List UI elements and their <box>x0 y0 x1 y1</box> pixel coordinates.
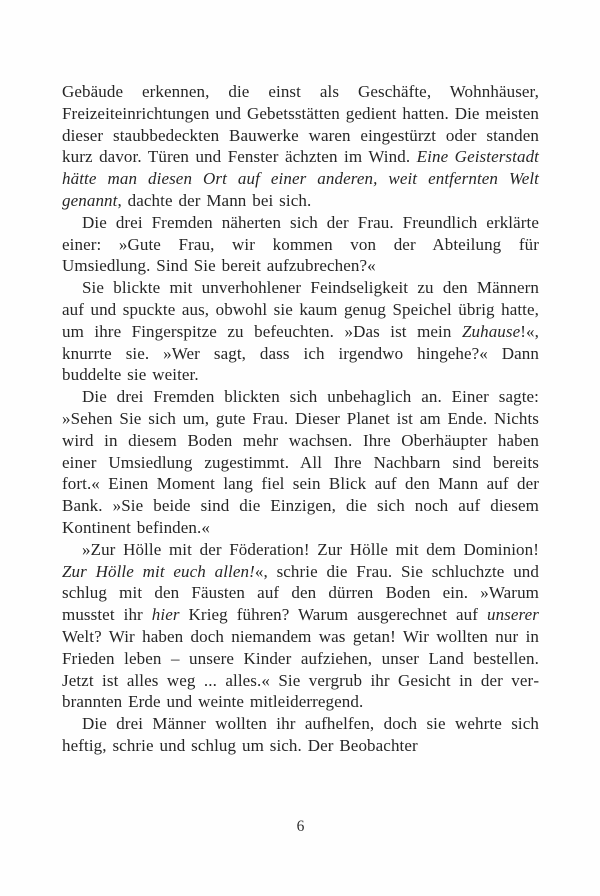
italic-run: Zuhause <box>461 321 521 341</box>
paragraph <box>62 212 539 277</box>
page-text <box>62 81 539 757</box>
italic-run: hier <box>151 605 180 625</box>
paragraph <box>62 277 539 386</box>
text-run: , dachte der Mann bei sich. <box>117 190 312 210</box>
text-run: Welt? Wir haben doch niemandem was getan! Wir wollten nur in Frieden leben – unsere Kinder aufziehen, unser Land bestellen. Jetzt ist alles weg ... alles.« Sie vergrub ihr Gesicht in der verbrannten Erde und weinte mitleiderregend. <box>62 626 539 712</box>
text-run: Die drei Fremden blickten sich unbehaglich an. Einer sagte: »Sehen Sie sich um, gute Frau. Dieser Planet ist am Ende. Nichts wird in diesem Boden mehr wachsen. Ihre Oberhäupter haben einer Umsiedlung zugestimmt. All Ihre Nachbarn sind bereits fort.« Einen Moment lang fiel sein Blick auf den Mann auf der Bank. »Sie beide sind die Einzigen, die sich noch auf diesem Kontinent befinden.« <box>62 387 539 537</box>
text-run: Die drei Männer wollten ihr aufhelfen, doch sie wehrte sich heftig, schrie und schlug um sich. Der Beobachter <box>62 714 539 755</box>
page-number: 6 <box>296 818 305 835</box>
paragraph <box>62 386 539 539</box>
text-run: Krieg führen? Warum ausgerechnet auf <box>179 605 487 625</box>
paragraph <box>62 81 539 212</box>
italic-run: Eine Geisterstadt hätte man diesen Ort auf einer anderen, weit entfernten Welt genannt <box>62 147 539 210</box>
text-run: «, schrie die Frau. Sie schluchzte und schlug mit den Fäusten auf den dürren Boden ein. »Warum musstet ihr <box>62 561 539 625</box>
paragraph <box>62 539 539 713</box>
italic-run: Zur Hölle mit euch allen! <box>62 561 255 581</box>
text-run: Die drei Fremden näherten sich der Frau. Freundlich erklärte einer: »Gute Frau, wir kommen von der Abteilung für Umsiedlung. Sind Sie bereit aufzubrechen?« <box>62 212 539 276</box>
text-run: !«, knurrte sie. »Wer sagt, dass ich irgendwo hingehe?« Dann buddelte sie weiter. <box>62 321 539 385</box>
text-run: »Zur Hölle mit der Föderation! Zur Hölle mit dem Dominion! <box>82 539 539 559</box>
italic-run: unserer <box>486 605 539 625</box>
paragraph <box>62 713 539 757</box>
text-run: Sie blickte mit unverhohlener Feindseligkeit zu den Männern auf und spuckte aus, obwohl sie kaum genug Speichel übrig hatte, um ihre Fingerspitze zu befeuchten. »Das ist mein <box>62 278 539 341</box>
text-run: Gebäude erkennen, die einst als Geschäfte, Wohnhäuser, Freizeiteinrichtungen und Gebetsstätten gedient hatten. Die meisten dieser staubbedeckten Bauwerke waren eingestürzt oder standen kurz davor. Türen und Fenster ächzten im Wind. <box>62 82 539 167</box>
